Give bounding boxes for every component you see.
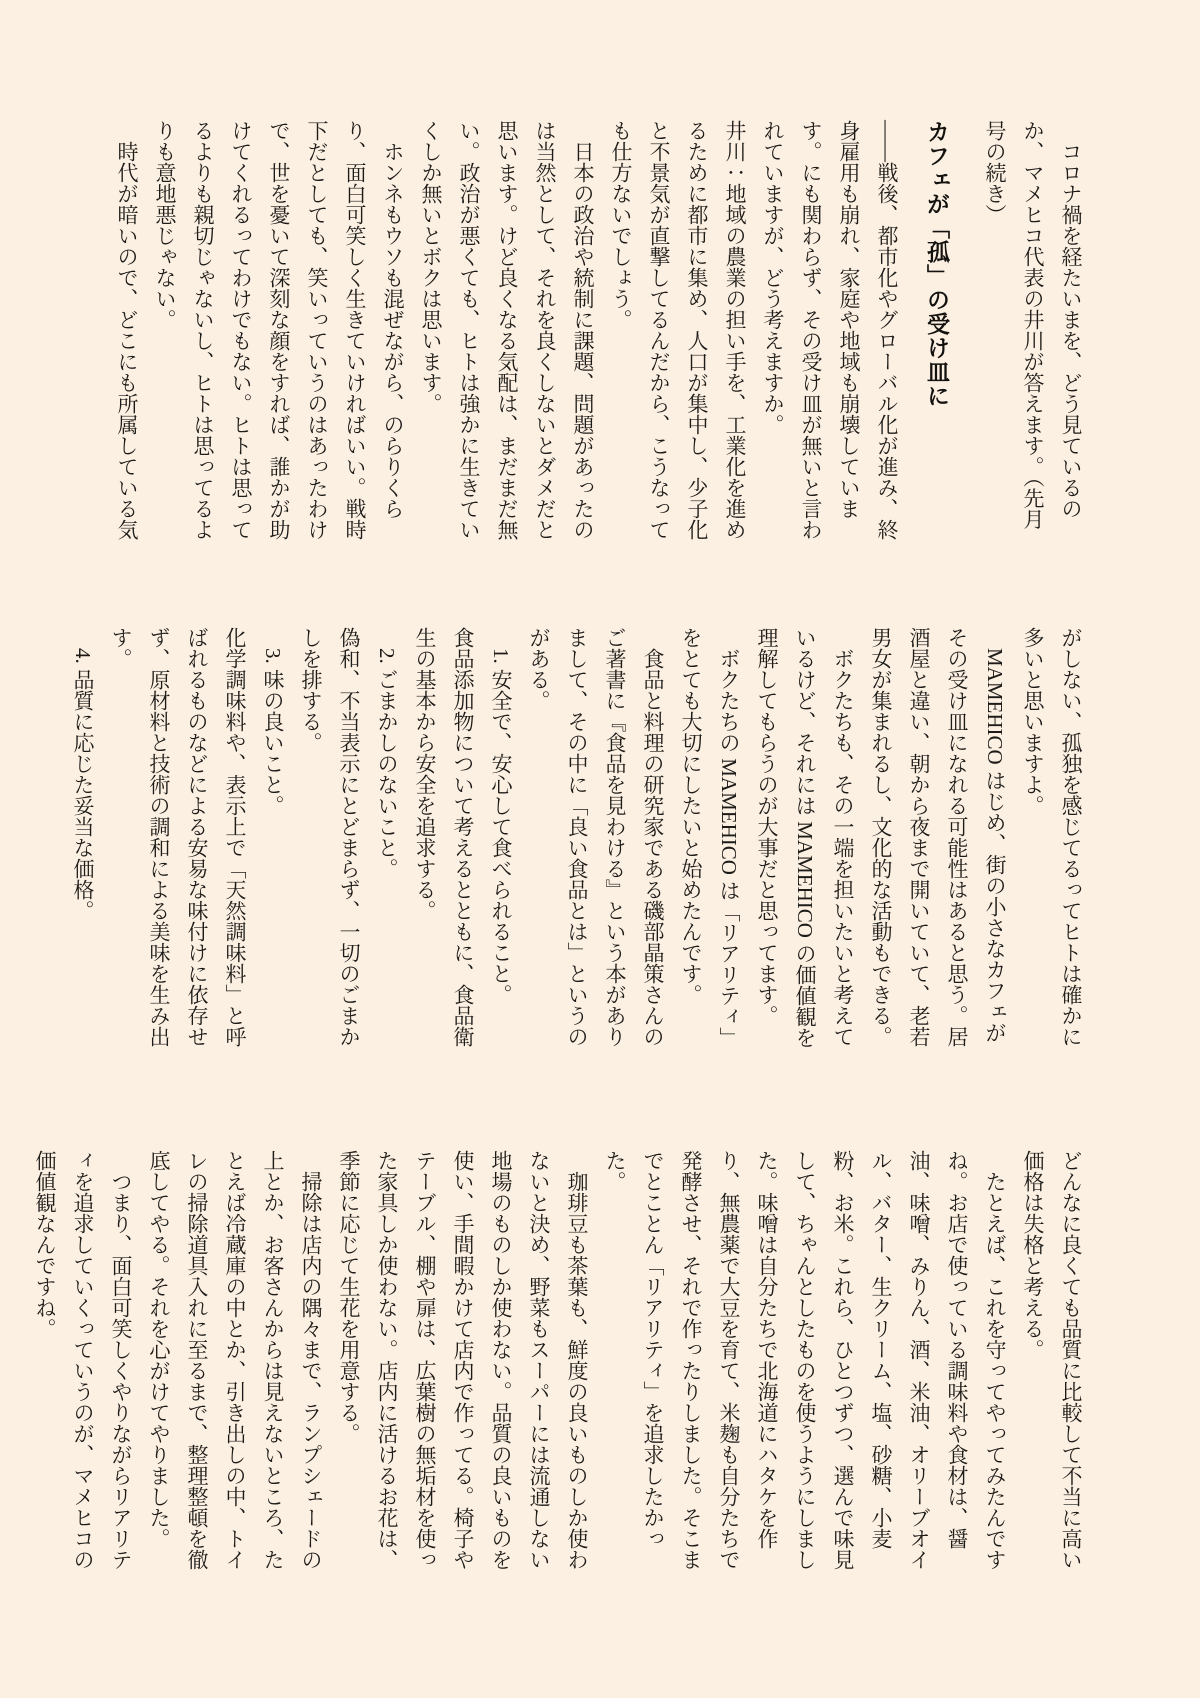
ikawa-answer-p2: 日本の政治や統制に課題、問題があったのは当然として、それを良くしないとダメだと思います。けど良くなる気配は、まだまだ無い。政治が悪くても、ヒトは強かに生きていくしか無いとボクは思います。 — [419, 120, 595, 540]
ikawa-answer-p11: 掃除は店内の隅々まで、ランプシェードの上とか、お客さんからは見えないところ、たとえば冷蔵庫の中とか、引き出しの中、トイレの掃除道具入れに至るまで、整理整頓を徹底してやる。それを心がけてやりました。 — [147, 1150, 323, 1570]
ikawa-answer-p6: ボクたちも、その一端を担いたいと考えているけど、それには MAMEHICO の価値観を理解してもらうのが大事だと思ってます。 — [755, 627, 855, 1049]
good-food-item-3-title: 3. 味の良いこと。 — [261, 648, 285, 816]
good-food-item-2-title: 2. ごまかしのないこと。 — [375, 648, 399, 879]
text-block-top — [108, 120, 1090, 550]
ikawa-answer-p7: ボクたちの MAMEHICO は「リアリティ」をとても大切にしたいと始めたんです。 — [679, 627, 741, 1049]
ikawa-answer-p1: 井川：地域の農業の担い手を、工業化を進めるために都市に集め、人口が集中し、少子化と不景気が直撃してるんだから、こうなっても仕方ないでしょう。 — [609, 120, 747, 540]
section-heading: カフェが「孤」の受け皿に — [924, 120, 950, 408]
text-block-bottom — [26, 1150, 1090, 1580]
ikawa-answer-p9: たとえば、これを守ってやってみたんですね。お店で使っている調味料や食材は、醤油、味噌、みりん、酒、米油、オリーブオイル、バター、生クリーム、塩、砂糖、小麦粉、お米。これら、ひとつずつ、選んで味見して、ちゃんとしたものを使うようにしました。味噌は自分たちで北海道にハタケを作り、無農薬で大豆を育て、米麹も自分たちで発酵させ、それで作ったりしました。そこまでとことん「リアリティ」を追求したかった。 — [603, 1150, 1007, 1570]
intro-note: コロナ禍を経たいまを、どう見ているのか、マメヒコ代表の井川が答えます。（先月号の続き） — [983, 120, 1083, 530]
good-food-item-4-body: どんなに良くても品質に比較して不当に高い価格は失格と考える。 — [1021, 1150, 1083, 1570]
ikawa-answer-p10: 珈琲豆も茶葉も、鮮度の良いものしか使わないと決め、野菜もスーパーには流通しない地場のものしか使わない。品質の良いものを使い、手間暇かけて店内で作ってる。椅子やテーブル、棚や扉は、広葉樹の無垢材を使った家具しか使わない。店内に活けるお花は、季節に応じて生花を用意する。 — [337, 1150, 589, 1570]
ikawa-answer-p12: つまり、面白可笑しくやりながらリアリティを追求していくっていうのが、マメヒコの価値観なんですね。 — [33, 1150, 133, 1570]
ikawa-answer-p8: 食品と料理の研究家である磯部晶策さんのご著書に『食品を見わける』という本がありまして、その中に「良い食品とは」というのがある。 — [527, 627, 665, 1047]
good-food-item-1-title: 1. 安全で、安心して食べられること。 — [489, 648, 513, 1005]
good-food-item-3-body: 化学調味料や、表示上で「天然調味料」と呼ばれるものなどによる安易な味付けに依存せず、原材料と技術の調和による美味を生み出す。 — [109, 627, 247, 1047]
ikawa-answer-p4-start: 時代が暗いので、どこにも所属している気 — [115, 141, 139, 540]
interviewer-question: ――戦後、都市化やグローバル化が進み、終身雇用も崩れ、家庭や地域も崩壊しています。にも関わらず、その受け皿が無いと言われていますが、どう考えますか。 — [761, 120, 899, 540]
text-block-middle — [64, 627, 1090, 1057]
ikawa-answer-p3: ホンネもウソも混ぜながら、のらりくらり、面白可笑しく生きていければいい。戦時下だとしても、笑いっていうのはあったわけで、世を憂いて深刻な顔をすれば、誰かが助けてくれるってわけでもない。ヒトは思ってるよりも親切じゃないし、ヒトは思ってるよりも意地悪じゃない。 — [153, 120, 405, 540]
good-food-item-2-body: 偽和、不当表示にとどまらず、一切のごまかしを排する。 — [299, 627, 361, 1047]
ikawa-answer-p4-continued: がしない、孤独を感じてるってヒトは確かに多いと思いますよ。 — [1021, 627, 1083, 1047]
ikawa-answer-p5: MAMEHICO はじめ、街の小さなカフェがその受け皿になれる可能性はあると思う。居酒屋と違い、朝から夜まで開いていて、老若男女が集まれるし、文化的な活動もできる。 — [869, 627, 1007, 1047]
good-food-item-4-title: 4. 品質に応じた妥当な価格。 — [71, 648, 95, 921]
good-food-item-1-body: 食品添加物について考えるとともに、食品衛生の基本から安全を追求する。 — [413, 627, 475, 1047]
